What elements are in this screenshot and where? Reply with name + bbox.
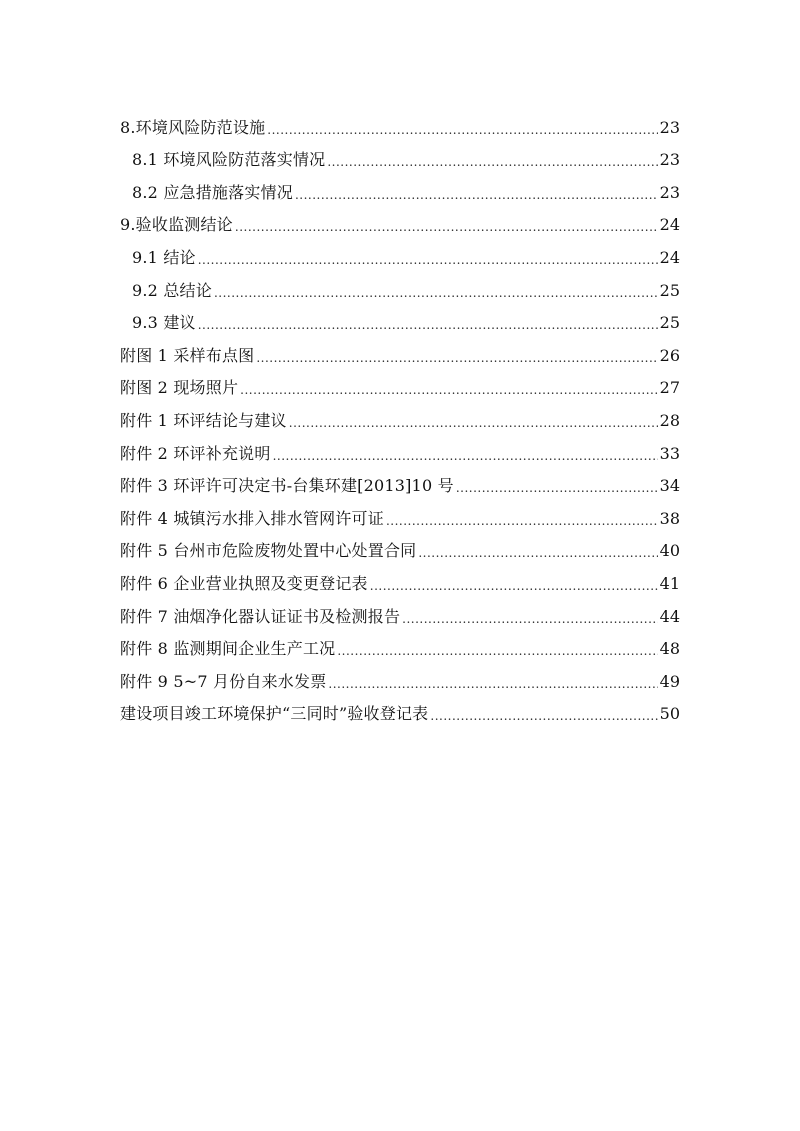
- toc-entry-page-number: 28: [659, 410, 680, 430]
- toc-entry-title: 9.3 建议: [132, 313, 196, 333]
- toc-entry-title: 9.1 结论: [132, 247, 196, 267]
- toc-entry-title: 附图 2 现场照片: [120, 378, 239, 398]
- toc-entry[interactable]: [120, 463, 680, 496]
- toc-entry[interactable]: [120, 300, 680, 333]
- toc-entry-page-number: 49: [659, 671, 680, 691]
- toc-entry-title: 8.1 环境风险防范落实情况: [132, 150, 326, 170]
- toc-dot-leader: [289, 416, 658, 430]
- toc-entry-title: 附图 1 采样布点图: [120, 345, 255, 365]
- toc-entry-page-number: 23: [659, 150, 680, 170]
- toc-entry[interactable]: [120, 202, 680, 235]
- toc-dot-leader: [214, 286, 658, 300]
- toc-entry-title: 附件 5 台州市危险废物处置中心处置合同: [120, 541, 417, 561]
- toc-entry-page-number: 33: [659, 443, 680, 463]
- toc-entry-page-number: 48: [659, 639, 680, 659]
- toc-entry-title: 建设项目竣工环境保护“三同时”验收登记表: [120, 704, 429, 724]
- toc-entry-title: 附件 2 环评补充说明: [120, 443, 271, 463]
- toc-entry[interactable]: [120, 626, 680, 659]
- toc-entry[interactable]: [120, 104, 680, 137]
- toc-entry[interactable]: [120, 365, 680, 398]
- toc-dot-leader: [337, 644, 657, 658]
- toc-dot-leader: [273, 449, 658, 463]
- toc-dot-leader: [418, 546, 657, 560]
- toc-entry[interactable]: [120, 137, 680, 170]
- toc-entry-title: 附件 9 5~7 月份自来水发票: [120, 671, 327, 691]
- toc-entry-page-number: 41: [659, 573, 680, 593]
- toc-dot-leader: [256, 351, 657, 365]
- toc-entry-title: 9.验收监测结论: [120, 215, 233, 235]
- toc-dot-leader: [198, 318, 658, 332]
- toc-dot-leader: [235, 220, 658, 234]
- toc-entry-page-number: 23: [659, 182, 680, 202]
- toc-dot-leader: [327, 155, 657, 169]
- toc-entry-page-number: 23: [659, 117, 680, 137]
- toc-entry-page-number: 50: [659, 704, 680, 724]
- toc-entry-page-number: 25: [659, 313, 680, 333]
- toc-dot-leader: [430, 709, 657, 723]
- table-of-contents: [120, 104, 680, 723]
- toc-entry[interactable]: [120, 234, 680, 267]
- toc-entry[interactable]: [120, 332, 680, 365]
- toc-entry-title: 附件 3 环评许可决定书-台集环建[2013]10 号: [120, 476, 454, 496]
- toc-dot-leader: [370, 579, 658, 593]
- toc-entry-title: 8.环境风险防范设施: [120, 117, 266, 137]
- toc-dot-leader: [267, 123, 657, 137]
- toc-entry[interactable]: [120, 691, 680, 724]
- toc-entry-page-number: 27: [659, 378, 680, 398]
- toc-entry-title: 9.2 总结论: [132, 280, 212, 300]
- toc-entry-title: 附件 1 环评结论与建议: [120, 410, 287, 430]
- toc-entry[interactable]: [120, 397, 680, 430]
- toc-entry[interactable]: [120, 593, 680, 626]
- toc-entry-title: 附件 4 城镇污水排入排水管网许可证: [120, 508, 384, 528]
- toc-entry-page-number: 25: [659, 280, 680, 300]
- toc-entry-page-number: 34: [659, 476, 680, 496]
- toc-entry[interactable]: [120, 267, 680, 300]
- toc-entry-title: 附件 7 油烟净化器认证证书及检测报告: [120, 606, 401, 626]
- toc-entry[interactable]: [120, 430, 680, 463]
- toc-dot-leader: [240, 383, 657, 397]
- toc-entry[interactable]: [120, 495, 680, 528]
- toc-entry-title: 8.2 应急措施落实情况: [132, 182, 293, 202]
- toc-entry-page-number: 26: [659, 345, 680, 365]
- toc-entry[interactable]: [120, 528, 680, 561]
- toc-entry-page-number: 38: [659, 508, 680, 528]
- toc-entry-page-number: 40: [659, 541, 680, 561]
- toc-entry[interactable]: [120, 658, 680, 691]
- toc-entry-title: 附件 8 监测期间企业生产工况: [120, 639, 336, 659]
- toc-dot-leader: [198, 253, 658, 267]
- toc-entry[interactable]: [120, 169, 680, 202]
- toc-entry-page-number: 24: [659, 247, 680, 267]
- toc-dot-leader: [295, 188, 658, 202]
- toc-entry-page-number: 24: [659, 215, 680, 235]
- toc-entry-page-number: 44: [659, 606, 680, 626]
- toc-dot-leader: [456, 481, 658, 495]
- toc-entry[interactable]: [120, 560, 680, 593]
- toc-entry-title: 附件 6 企业营业执照及变更登记表: [120, 573, 368, 593]
- toc-dot-leader: [386, 514, 658, 528]
- toc-dot-leader: [402, 612, 657, 626]
- toc-dot-leader: [328, 677, 657, 691]
